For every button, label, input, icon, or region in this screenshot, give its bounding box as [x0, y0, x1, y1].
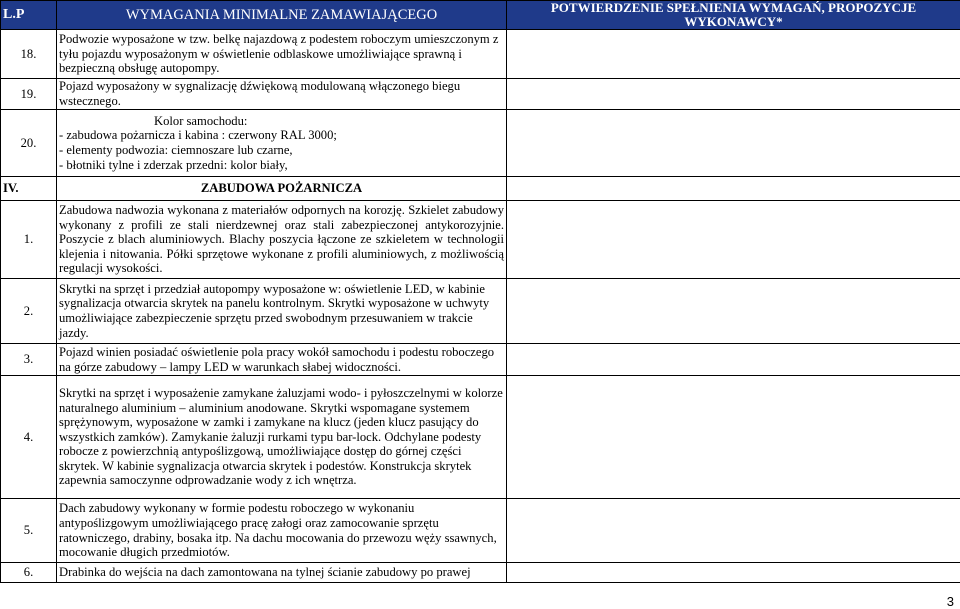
table-row [1, 279, 960, 344]
table-row [1, 30, 960, 79]
color-line: - elementy podwozia: ciemnoszare lub czarne, [59, 143, 293, 157]
header-requirements: WYMAGANIA MINIMALNE ZAMAWIAJĄCEGO [57, 1, 507, 30]
section-title: ZABUDOWA POŻARNICZA [57, 177, 507, 201]
row-requirement: Dach zabudowy wykonany w formie podestu roboczego w wykonaniu antypoślizgowym umożliwiającego pracę załogi oraz zamocowanie sprzętu ratowniczego, drabiny, bosaka itp. Na dachu mocowania do przewozu węży ssawnych, mocowanie długich przedmiotów. [57, 499, 507, 563]
row-number: 1. [1, 201, 57, 279]
row-offer-cell[interactable] [507, 344, 960, 376]
row-requirement: Skrytki na sprzęt i wyposażenie zamykane żaluzjami wodo- i pyłoszczelnymi w kolorze naturalnego aluminium – aluminium anodowane. Skrytki wspomagane systemem sprężynowym, wyposażone w zamki i zamykane na klucz (jeden klucz pasujący do wszystkich zamków). Zamykanie żaluzji rurkami typu bar-lock. Odchylane podesty robocze z powierzchnią antypoślizgową, umożliwiające dostęp do górnej części skrytek. W kabinie sygnalizacja otwarcia skrytek i podestów. Konstrukcja skrytek zapewnia samoczynne odprowadzanie wody z ich wnętrza. [57, 376, 507, 499]
table-row [1, 344, 960, 376]
section-number: IV. [1, 177, 57, 201]
header-lp: L.P [1, 1, 57, 30]
section-row [1, 177, 960, 201]
row-number: 3. [1, 344, 57, 376]
row-offer-cell[interactable] [507, 279, 960, 344]
row-offer-cell[interactable] [507, 30, 960, 79]
row-requirement: Drabinka do wejścia na dach zamontowana na tylnej ścianie zabudowy po prawej [57, 563, 507, 583]
row-number: 20. [1, 110, 57, 177]
row-requirement: Pojazd wyposażony w sygnalizację dźwiękową modulowaną włączonego biegu wstecznego. [57, 79, 507, 110]
color-line: - zabudowa pożarnicza i kabina : czerwony RAL 3000; [59, 128, 337, 143]
row-offer-cell[interactable] [507, 201, 960, 279]
row-number: 2. [1, 279, 57, 344]
row-requirement: Pojazd winien posiadać oświetlenie pola pracy wokół samochodu i podestu roboczego na górze zabudowy – lampy LED w warunkach słabej widoczności. [57, 344, 507, 376]
row-number: 6. [1, 563, 57, 583]
row-offer-cell[interactable] [507, 563, 960, 583]
color-line: - błotniki tylne i zderzak przedni: kolor biały, [59, 157, 288, 172]
row-offer-cell[interactable] [507, 177, 960, 201]
row-requirement: Podwozie wyposażone w tzw. belkę najazdową z podestem roboczym umieszczonym z tyłu pojazdu wyposażonym w oświetlenie odblaskowe umożliwiające sprawną i bezpieczną obsługę autopompy. [57, 30, 507, 79]
table-row [1, 376, 960, 499]
header-confirmation: POTWIERDZENIE SPEŁNIENIA WYMAGAŃ, PROPOZYCJE WYKONAWCY* [507, 1, 960, 30]
row-offer-cell[interactable] [507, 79, 960, 110]
row-offer-cell[interactable] [507, 376, 960, 499]
row-requirement: Zabudowa nadwozia wykonana z materiałów odpornych na korozję. Szkielet zabudowy wykonany z profili ze stali nierdzewnej oraz stali zabezpieczonej antykorozyjnie. Poszycie z blach aluminiowych. Blachy poszycia łączone ze szkieletem w technologii klejenia i nitowania. Półki sprzętowe wykonane z profili aluminiowych, z możliwością regulacji wysokości. [57, 201, 507, 279]
table-row [1, 563, 960, 583]
color-line: Kolor samochodu: [154, 113, 248, 128]
row-number: 5. [1, 499, 57, 563]
row-offer-cell[interactable] [507, 110, 960, 177]
table-row [1, 79, 960, 110]
table-header-row [1, 1, 960, 30]
row-offer-cell[interactable] [507, 499, 960, 563]
row-number: 4. [1, 376, 57, 499]
table-row [1, 201, 960, 279]
table-row [1, 110, 960, 177]
row-number: 19. [1, 79, 57, 110]
row-number: 18. [1, 30, 57, 79]
page-number: 3 [946, 594, 954, 609]
row-requirement: Skrytki na sprzęt i przedział autopompy wyposażone w: oświetlenie LED, w kabinie sygnalizacja otwarcia skrytek na panelu kontrolnym. Skrytki wyposażone w uchwyty umożliwiające zabezpieczenie sprzętu przed swobodnym przesuwaniem w trakcie jazdy. [57, 279, 507, 344]
table-row [1, 499, 960, 563]
row-requirement [57, 110, 507, 177]
